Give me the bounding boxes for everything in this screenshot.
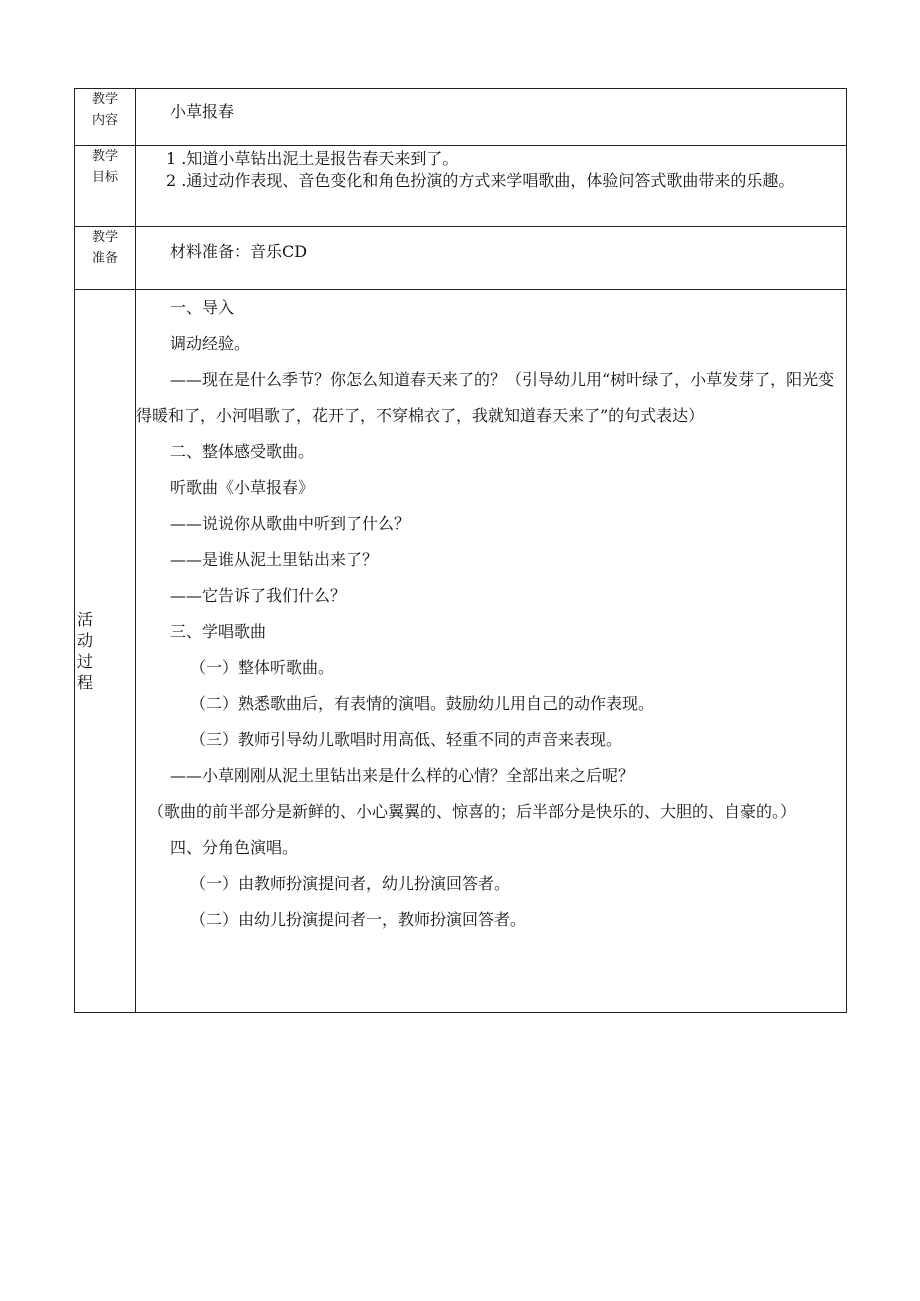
paragraph: ——是谁从泥土里钻出来了？ <box>170 550 379 569</box>
lesson-plan-table <box>74 88 847 1013</box>
paragraph: ——现在是什么季节？你怎么知道春天来了的？（引导幼儿用“树叶绿了，小草发芽了，阳光变得暖和了，小河唱歌了，花开了，不穿棉衣了，我就知道春天来了”的句式表达） <box>136 370 835 425</box>
section-heading: 三、学唱歌曲 <box>170 622 267 641</box>
paragraph: （一）由教师扮演提问者，幼儿扮演回答者。 <box>190 874 511 893</box>
paragraph: 调动经验。 <box>170 334 251 353</box>
row-activity-process <box>75 290 847 1013</box>
teaching-prep-value: 材料准备：音乐CD <box>136 227 847 290</box>
paragraph: （二）由幼儿扮演提问者一，教师扮演回答者。 <box>190 910 527 929</box>
section-heading: 四、分角色演唱。 <box>170 838 299 857</box>
label-teaching-content: 教学 内容 <box>75 89 136 146</box>
activity-process-body <box>136 290 847 1013</box>
paragraph: （三）教师引导幼儿歌唱时用高低、轻重不同的声音来表现。 <box>190 730 623 749</box>
section-heading: 二、整体感受歌曲。 <box>170 442 315 461</box>
label-teaching-goals: 教学 目标 <box>75 146 136 227</box>
paragraph: ——说说你从歌曲中听到了什么？ <box>170 514 411 533</box>
paragraph: （二）熟悉歌曲后，有表情的演唱。鼓励幼儿用自己的动作表现。 <box>190 694 655 713</box>
teaching-goals-value <box>136 146 847 227</box>
label-teaching-prep: 教学 准备 <box>75 227 136 290</box>
row-teaching-goals <box>75 146 847 227</box>
paragraph: （歌曲的前半部分是新鲜的、小心翼翼的、惊喜的；后半部分是快乐的、大胆的、自豪的。） <box>148 802 797 821</box>
section-heading: 一、导入 <box>170 298 235 317</box>
paragraph: ——它告诉了我们什么？ <box>170 586 347 605</box>
goal-2: 2 .通过动作表现、音色变化和角色扮演的方式来学唱歌曲，体验问答式歌曲带来的乐趣。 <box>166 171 795 190</box>
paragraph: （一）整体听歌曲。 <box>190 658 335 677</box>
paragraph: 听歌曲《小草报春》 <box>170 478 315 497</box>
label-activity-process: 活 动 过 程 <box>75 290 136 1013</box>
teaching-content-value: 小草报春 <box>136 89 847 146</box>
row-teaching-content <box>75 89 847 146</box>
row-teaching-prep <box>75 227 847 290</box>
paragraph: ——小草刚刚从泥土里钻出来是什么样的心情？全部出来之后呢？ <box>170 766 635 785</box>
goal-1: 1 .知道小草钻出泥土是报告春天来到了。 <box>166 149 459 168</box>
